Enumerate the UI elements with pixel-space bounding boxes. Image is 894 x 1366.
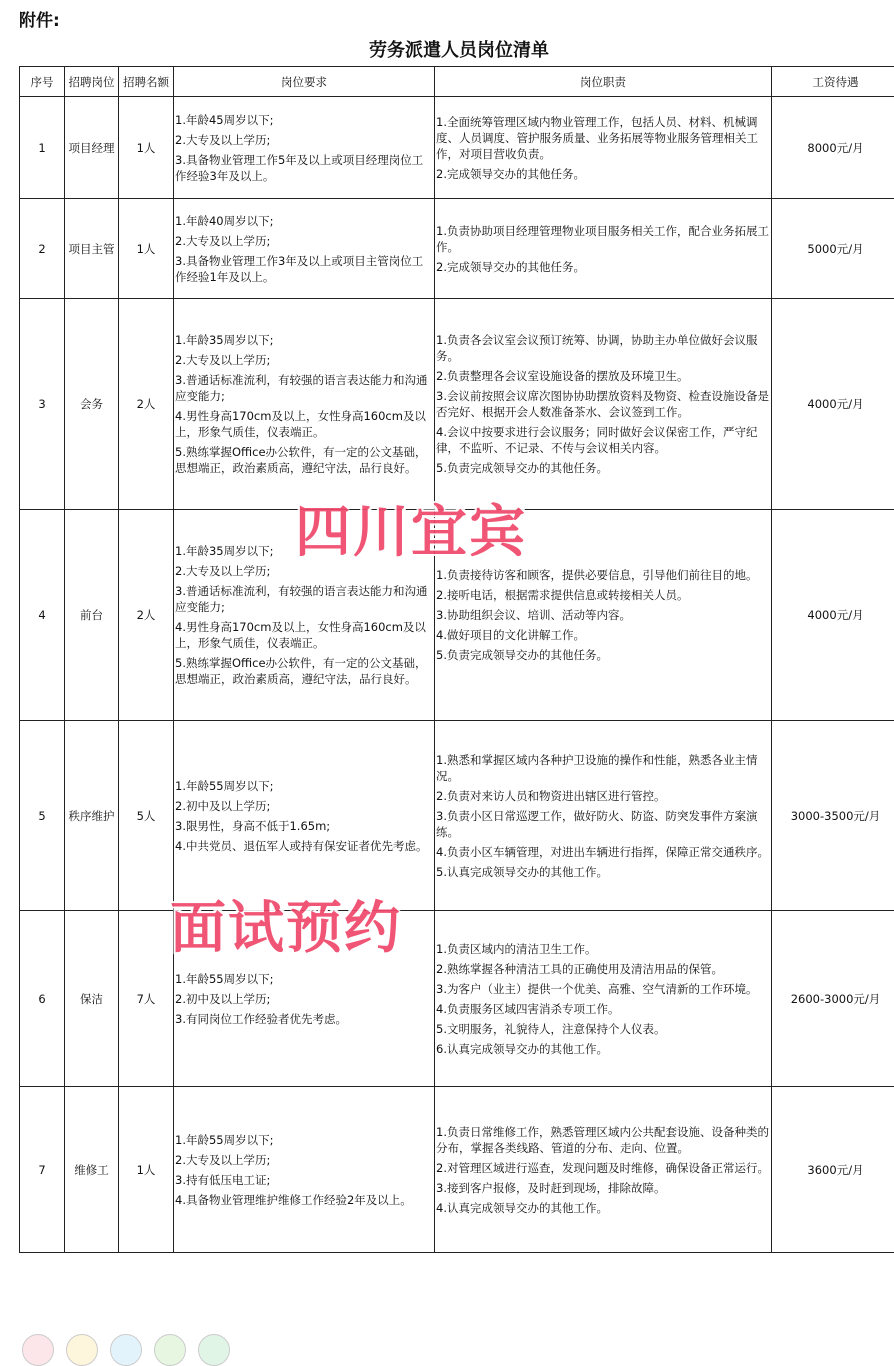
row-number: 3: [20, 299, 65, 510]
header-count: 招聘名额: [119, 67, 174, 97]
document-title: 劳务派遣人员岗位清单: [0, 36, 894, 62]
position-name: 项目主管: [65, 199, 119, 299]
position-name: 保洁: [65, 911, 119, 1087]
row-number: 4: [20, 510, 65, 721]
requirements-item: 3.限男性，身高不低于1.65m;: [175, 818, 433, 834]
headcount: 7人: [119, 911, 174, 1087]
headcount: 1人: [119, 199, 174, 299]
duties-item: 3.接到客户报修，及时赶到现场，排除故障。: [436, 1180, 770, 1196]
duties: [435, 911, 772, 1087]
requirements-item: 1.年龄40周岁以下;: [175, 213, 433, 229]
position-name: 前台: [65, 510, 119, 721]
requirements-item: 3.具备物业管理工作3年及以上或项目主管岗位工作经验1年及以上。: [175, 253, 433, 285]
header-duties: 岗位职责: [435, 67, 772, 97]
requirements-item: 1.年龄35周岁以下;: [175, 543, 433, 559]
watermark-interview: 面试预约: [170, 884, 402, 964]
share-icon[interactable]: [66, 1334, 98, 1366]
duties: [435, 97, 772, 199]
duties-item: 2.熟练掌握各种清洁工具的正确使用及清洁用品的保管。: [436, 961, 770, 977]
headcount: 2人: [119, 299, 174, 510]
row-number: 2: [20, 199, 65, 299]
duties-item: 2.对管理区域进行巡查，发现问题及时维修，确保设备正常运行。: [436, 1160, 770, 1176]
requirements-item: 4.中共党员、退伍军人或持有保安证者优先考虑。: [175, 838, 433, 854]
header-position: 招聘岗位: [65, 67, 119, 97]
requirements-item: 4.男性身高170cm及以上，女性身高160cm及以上，形象气质佳，仪表端正。: [175, 408, 433, 440]
duties-item: 3.会议前按照会议席次图协协助摆放资料及物资、检查设施设备是否完好、根据开会人数准备茶水、会议签到工作。: [436, 388, 770, 420]
headcount: 1人: [119, 1087, 174, 1253]
requirements-item: 2.初中及以上学历;: [175, 991, 433, 1007]
requirements-item: 1.年龄55周岁以下;: [175, 778, 433, 794]
positions-table: [19, 66, 894, 1253]
requirements-item: 3.有同岗位工作经验者优先考虑。: [175, 1011, 433, 1027]
duties-item: 4.会议中按要求进行会议服务；同时做好会议保密工作，严守纪律，不监听、不记录、不传与会议相关内容。: [436, 424, 770, 456]
duties-item: 1.熟悉和掌握区域内各种护卫设施的操作和性能，熟悉各业主情况。: [436, 752, 770, 784]
requirements-item: 5.熟练掌握Office办公软件，有一定的公文基础，思想端正，政治素质高，遵纪守法，品行良好。: [175, 655, 433, 687]
table-row: [20, 911, 894, 1087]
watermark-location: 四川宜宾: [295, 488, 527, 568]
duties-item: 1.负责区域内的清洁卫生工作。: [436, 941, 770, 957]
row-number: 1: [20, 97, 65, 199]
requirements-item: 2.大专及以上学历;: [175, 132, 433, 148]
requirements-item: 1.年龄55周岁以下;: [175, 1132, 433, 1148]
table-row: [20, 1087, 894, 1253]
row-number: 7: [20, 1087, 65, 1253]
share-icon[interactable]: [22, 1334, 54, 1366]
requirements-item: 5.熟练掌握Office办公软件，有一定的公文基础，思想端正，政治素质高，遵纪守法，品行良好。: [175, 444, 433, 476]
row-number: 6: [20, 911, 65, 1087]
duties-item: 5.负责完成领导交办的其他任务。: [436, 647, 770, 663]
duties-item: 5.认真完成领导交办的其他工作。: [436, 864, 770, 880]
share-icons: [22, 1334, 230, 1366]
headcount: 1人: [119, 97, 174, 199]
salary: 4000元/月: [772, 510, 894, 721]
salary: 8000元/月: [772, 97, 894, 199]
requirements-item: 1.年龄45周岁以下;: [175, 112, 433, 128]
requirements-item: 2.初中及以上学历;: [175, 798, 433, 814]
table-row: [20, 199, 894, 299]
duties-item: 4.负责小区车辆管理，对进出车辆进行指挥，保障正常交通秩序。: [436, 844, 770, 860]
requirements-item: 2.大专及以上学历;: [175, 563, 433, 579]
requirements-item: 3.具备物业管理工作5年及以上或项目经理岗位工作经验3年及以上。: [175, 152, 433, 184]
salary: 4000元/月: [772, 299, 894, 510]
table-header-row: [20, 67, 894, 97]
salary: 5000元/月: [772, 199, 894, 299]
duties-item: 5.文明服务，礼貌待人，注意保持个人仪表。: [436, 1021, 770, 1037]
duties-item: 3.负责小区日常巡逻工作，做好防火、防盗、防突发事件方案演练。: [436, 808, 770, 840]
duties-item: 3.为客户（业主）提供一个优美、高雅、空气清新的工作环境。: [436, 981, 770, 997]
duties: [435, 299, 772, 510]
requirements-item: 4.具备物业管理维护维修工作经验2年及以上。: [175, 1192, 433, 1208]
header-salary: 工资待遇: [772, 67, 894, 97]
requirements: [174, 1087, 435, 1253]
requirements: [174, 199, 435, 299]
duties-item: 4.负责服务区域四害消杀专项工作。: [436, 1001, 770, 1017]
header-no: 序号: [20, 67, 65, 97]
requirements-item: 2.大专及以上学历;: [175, 233, 433, 249]
duties-item: 4.认真完成领导交办的其他工作。: [436, 1200, 770, 1216]
salary: 3000-3500元/月: [772, 721, 894, 911]
duties-item: 1.全面统筹管理区域内物业管理工作，包括人员、材料、机械调度、人员调度、管护服务质量、业务拓展等物业服务管理相关工作，对项目营收负责。: [436, 114, 770, 162]
duties-item: 3.协助组织会议、培训、活动等内容。: [436, 607, 770, 623]
requirements-item: 3.持有低压电工证;: [175, 1172, 433, 1188]
share-icon[interactable]: [154, 1334, 186, 1366]
requirements-item: 2.大专及以上学历;: [175, 1152, 433, 1168]
duties-item: 1.负责接待访客和顾客，提供必要信息，引导他们前往目的地。: [436, 567, 770, 583]
duties-item: 1.负责各会议室会议预订统筹、协调，协助主办单位做好会议服务。: [436, 332, 770, 364]
share-icon[interactable]: [198, 1334, 230, 1366]
requirements-item: 4.男性身高170cm及以上，女性身高160cm及以上，形象气质佳，仪表端正。: [175, 619, 433, 651]
table-row: [20, 721, 894, 911]
requirements: [174, 97, 435, 199]
requirements: [174, 721, 435, 911]
duties-item: 1.负责日常维修工作，熟悉管理区域内公共配套设施、设备种类的分布，掌握各类线路、管道的分布、走向、位置。: [436, 1124, 770, 1156]
requirements-item: 1.年龄55周岁以下;: [175, 971, 433, 987]
headcount: 2人: [119, 510, 174, 721]
duties-item: 6.认真完成领导交办的其他工作。: [436, 1041, 770, 1057]
share-icon[interactable]: [110, 1334, 142, 1366]
requirements-item: 3.普通话标准流利，有较强的语言表达能力和沟通应变能力;: [175, 372, 433, 404]
salary: 2600-3000元/月: [772, 911, 894, 1087]
requirements: [174, 299, 435, 510]
duties-item: 1.负责协助项目经理管理物业项目服务相关工作，配合业务拓展工作。: [436, 223, 770, 255]
duties: [435, 721, 772, 911]
duties-item: 2.完成领导交办的其他任务。: [436, 166, 770, 182]
duties: [435, 199, 772, 299]
table-row: [20, 97, 894, 199]
duties-item: 2.完成领导交办的其他任务。: [436, 259, 770, 275]
requirements-item: 3.普通话标准流利，有较强的语言表达能力和沟通应变能力;: [175, 583, 433, 615]
duties: [435, 1087, 772, 1253]
header-requirements: 岗位要求: [174, 67, 435, 97]
position-name: 项目经理: [65, 97, 119, 199]
position-name: 维修工: [65, 1087, 119, 1253]
duties-item: 4.做好项目的文化讲解工作。: [436, 627, 770, 643]
requirements-item: 2.大专及以上学历;: [175, 352, 433, 368]
duties-item: 5.负责完成领导交办的其他任务。: [436, 460, 770, 476]
duties-item: 2.负责对来访人员和物资进出辖区进行管控。: [436, 788, 770, 804]
position-name: 会务: [65, 299, 119, 510]
duties-item: 2.负责整理各会议室设施设备的摆放及环境卫生。: [436, 368, 770, 384]
requirements-item: 1.年龄35周岁以下;: [175, 332, 433, 348]
position-name: 秩序维护: [65, 721, 119, 911]
duties-item: 2.接听电话，根据需求提供信息或转接相关人员。: [436, 587, 770, 603]
table-row: [20, 299, 894, 510]
headcount: 5人: [119, 721, 174, 911]
row-number: 5: [20, 721, 65, 911]
attachment-label: 附件:: [19, 6, 60, 31]
salary: 3600元/月: [772, 1087, 894, 1253]
